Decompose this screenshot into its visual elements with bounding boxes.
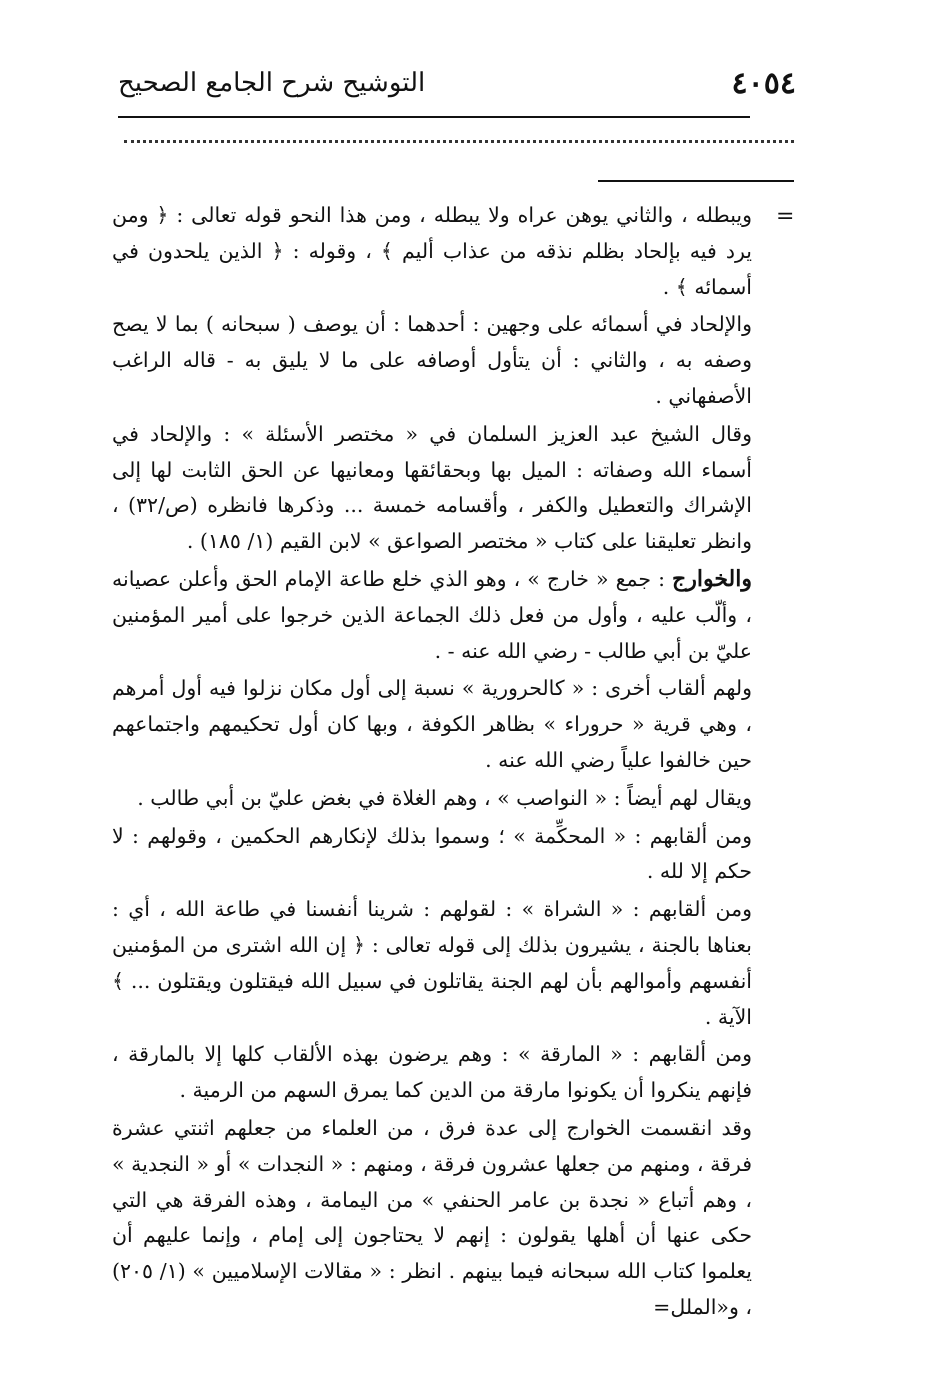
- footnote-paragraph: [112, 1037, 752, 1109]
- defined-term: والخوارج: [672, 565, 752, 592]
- footnote-paragraph: [112, 1111, 752, 1326]
- paragraph-text: ومن ألقابهم : « الشراة » : لقولهم : شرينا أنفسنا في طاعة الله ، أي : بعناها بالجنة ، يشيرون بذلك إلى قوله تعالى : ﴿ إن الله اشترى من المؤمنين أنفسهم وأموالهم بأن لهم الجنة يقاتلون في سبيل الله فيقتلون ويقتلون ... ﴾ الآية .: [112, 897, 752, 1029]
- footnote-body: [112, 198, 752, 1328]
- footnote-paragraph: [112, 562, 752, 669]
- paragraph-text: ومن ألقابهم : « المارقة » : وهم يرضون بهذه الألقاب كلها إلا بالمارقة ، فإنهم ينكروا أن يكونوا مارقة من الدين كما يمرق السهم من الرمية .: [112, 1042, 752, 1103]
- running-title: التوشيح شرح الجامع الصحيح: [118, 68, 426, 98]
- footnote-paragraph: [112, 198, 752, 305]
- paragraph-text: ويبطله ، والثاني يوهن عراه ولا يبطله ، ومن هذا النحو قوله تعالى : ﴿ ومن يرد فيه بإلحاد بظلم نذقه من عذاب أليم ﴾ ، وقوله : ﴿ الذين يلحدون في أسمائه ﴾ .: [112, 203, 752, 299]
- paragraph-text: وقد انقسمت الخوارج إلى عدة فرق ، من العلماء من جعلهم اثنتي عشرة فرقة ، ومنهم من جعلها عشرون فرقة ، ومنهم : « النجدات » أو « النجدية » ، وهم أتباع « نجدة بن عامر الحنفي » من اليمامة ، وهذه الفرقة هي التي حكى عنها أن أهلها يقولون : إنهم لا يحتاجون إلى إمام ، وإنما عليهم أن يعلموا كتاب الله سبحانه فيما بينهم . انظر : « مقالات الإسلاميين » (١/ ٢٠٥) ، و«الملل=: [112, 1115, 752, 1319]
- paragraph-text: ويقال لهم أيضاً : « النواصب » ، وهم الغلاة في بغض عليّ بن أبي طالب .: [137, 785, 752, 810]
- dotted-separator: [124, 140, 794, 143]
- header-rule: [118, 116, 750, 118]
- paragraph-text: والإلحاد في أسمائه على وجهين : أحدهما : أن يوصف ( سبحانه ) بما لا يصح وصفه به ، والثاني : أن يتأول أوصافه على ما لا يليق به - قاله الراغب الأصفهاني .: [112, 312, 752, 408]
- footnote-paragraph: [112, 671, 752, 778]
- page-header: [118, 62, 796, 110]
- footnote-paragraph: [112, 781, 752, 817]
- footnote-paragraph: [112, 892, 752, 1035]
- paragraph-text: ولهم ألقاب أخرى : « كالحرورية » نسبة إلى أول مكان نزلوا فيه أول أمرهم ، وهي قرية « حروراء » بظاهر الكوفة ، وبها كان أول تحكيمهم واجتماعهم حين خالفوا علياً رضي الله عنه .: [112, 676, 752, 772]
- paragraph-text: ومن ألقابهم : « المحكِّمة » ؛ وسموا بذلك لإنكارهم الحكمين ، وقولهم : لا حكم إلا لله .: [112, 823, 752, 884]
- page-number: ٤٠٥٤: [731, 66, 796, 101]
- footnote-paragraph: [112, 819, 752, 891]
- footnote-paragraph: [112, 307, 752, 414]
- footnote-rule: [598, 180, 794, 182]
- paragraph-text: : جمع « خارج » ، وهو الذي خلع طاعة الإمام الحق وأعلن عصيانه ، وألّب عليه ، وأول من فعل ذلك الجماعة الذين خرجوا على أمير المؤمنين عليّ بن أبي طالب - رضي الله عنه - .: [112, 566, 752, 663]
- footnote-paragraph: [112, 417, 752, 560]
- paragraph-text: وقال الشيخ عبد العزيز السلمان في « مختصر الأسئلة » : والإلحاد في أسماء الله وصفاته : الميل بها وبحقائقها ومعانيها عن الحق الثابت لها إلى الإشراك والتعطيل والكفر ، وأقسامه خمسة ... وذكرها فانظره (ص/٣٢) ، وانظر تعليقنا على كتاب « مختصر الصواعق » لابن القيم (١/ ١٨٥) .: [112, 421, 752, 554]
- continuation-mark: =: [776, 204, 795, 229]
